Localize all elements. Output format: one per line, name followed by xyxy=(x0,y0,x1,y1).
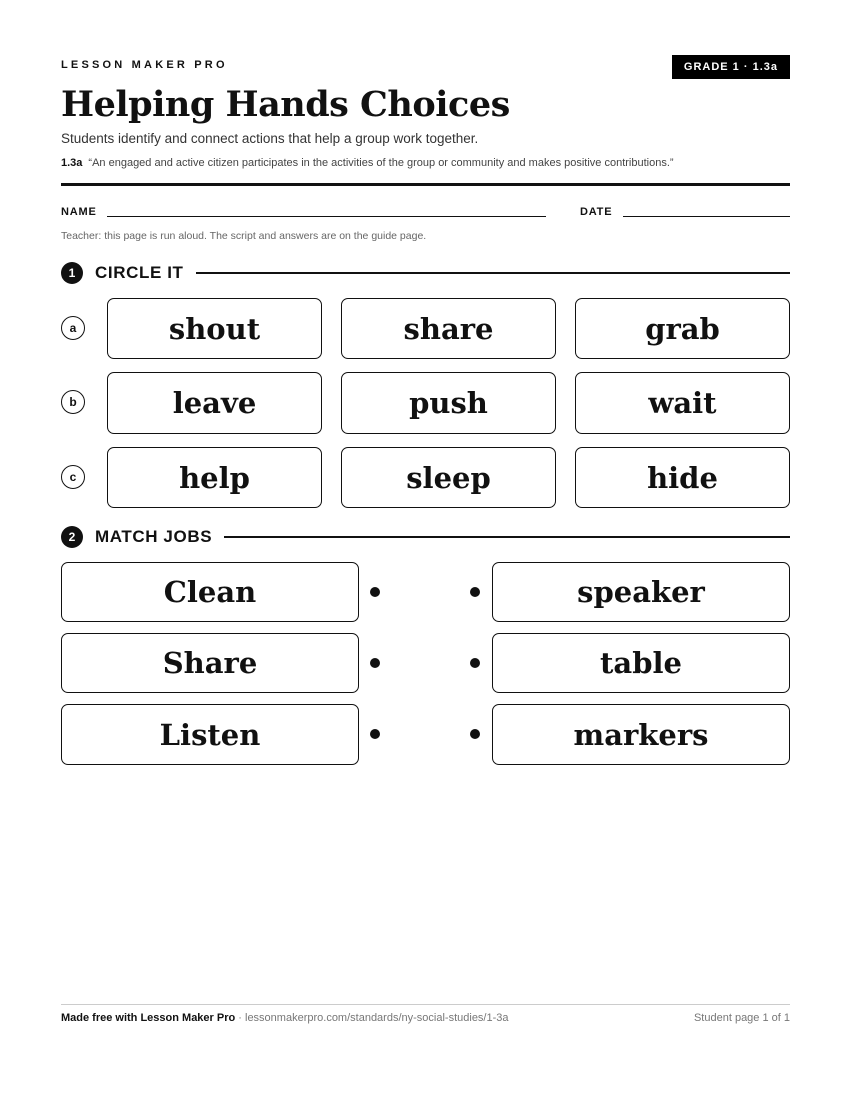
word-choice[interactable]: sleep xyxy=(341,447,556,508)
header-divider xyxy=(61,183,790,186)
match-left-dot[interactable] xyxy=(370,729,380,739)
row-letter-a: a xyxy=(61,316,85,340)
footer-divider xyxy=(61,1004,790,1005)
footer-separator: · xyxy=(235,1012,245,1024)
match-right-item[interactable]: table xyxy=(492,633,790,693)
grade-badge: GRADE 1 · 1.3a xyxy=(672,55,790,79)
section-number-badge: 1 xyxy=(61,262,83,284)
match-left-item[interactable]: Listen xyxy=(61,704,359,765)
section-match-jobs-header xyxy=(61,525,790,549)
row-letter-b: b xyxy=(61,390,85,414)
word-choice[interactable]: wait xyxy=(575,372,790,434)
match-right-item[interactable]: markers xyxy=(492,704,790,765)
section-title: MATCH JOBS xyxy=(95,527,213,546)
word-choice[interactable]: share xyxy=(341,298,556,359)
footer-credit xyxy=(61,1012,509,1024)
match-right-dot[interactable] xyxy=(470,587,480,597)
footer-made-with: Made free with Lesson Maker Pro xyxy=(61,1012,236,1024)
standard-text: “An engaged and active citizen participates in the activities of the group or community and makes positive contributions.” xyxy=(88,157,674,169)
section-rule xyxy=(196,272,790,274)
section-rule xyxy=(224,536,790,538)
section-number-badge: 2 xyxy=(61,526,83,548)
word-choice[interactable]: shout xyxy=(107,298,322,359)
match-right-dot[interactable] xyxy=(470,729,480,739)
footer-link[interactable]: lessonmakerpro.com/standards/ny-social-studies/1-3a xyxy=(245,1012,509,1024)
page-title: Helping Hands Choices xyxy=(61,84,510,125)
standard-line xyxy=(61,157,674,169)
footer-page-number: Student page 1 of 1 xyxy=(693,1012,790,1024)
date-field[interactable] xyxy=(623,216,790,217)
match-left-item[interactable]: Clean xyxy=(61,562,359,622)
name-label: NAME xyxy=(61,206,97,218)
match-right-item[interactable]: speaker xyxy=(492,562,790,622)
word-choice[interactable]: hide xyxy=(575,447,790,508)
section-circle-it-header xyxy=(61,261,790,285)
section-title: CIRCLE IT xyxy=(95,263,184,282)
worksheet-page xyxy=(61,0,790,1100)
row-letter-c: c xyxy=(61,465,85,489)
brand-name: LESSON MAKER PRO xyxy=(61,59,228,71)
name-field[interactable] xyxy=(107,216,546,217)
date-label: DATE xyxy=(580,206,613,218)
match-left-dot[interactable] xyxy=(370,658,380,668)
word-choice[interactable]: push xyxy=(341,372,556,434)
standard-code: 1.3a xyxy=(61,157,83,169)
page-subtitle: Students identify and connect actions that help a group work together. xyxy=(61,131,479,146)
word-choice[interactable]: leave xyxy=(107,372,322,434)
teacher-note: Teacher: this page is run aloud. The script and answers are on the guide page. xyxy=(61,230,427,242)
word-choice[interactable]: grab xyxy=(575,298,790,359)
word-choice[interactable]: help xyxy=(107,447,322,508)
match-left-dot[interactable] xyxy=(370,587,380,597)
match-right-dot[interactable] xyxy=(470,658,480,668)
match-left-item[interactable]: Share xyxy=(61,633,359,693)
